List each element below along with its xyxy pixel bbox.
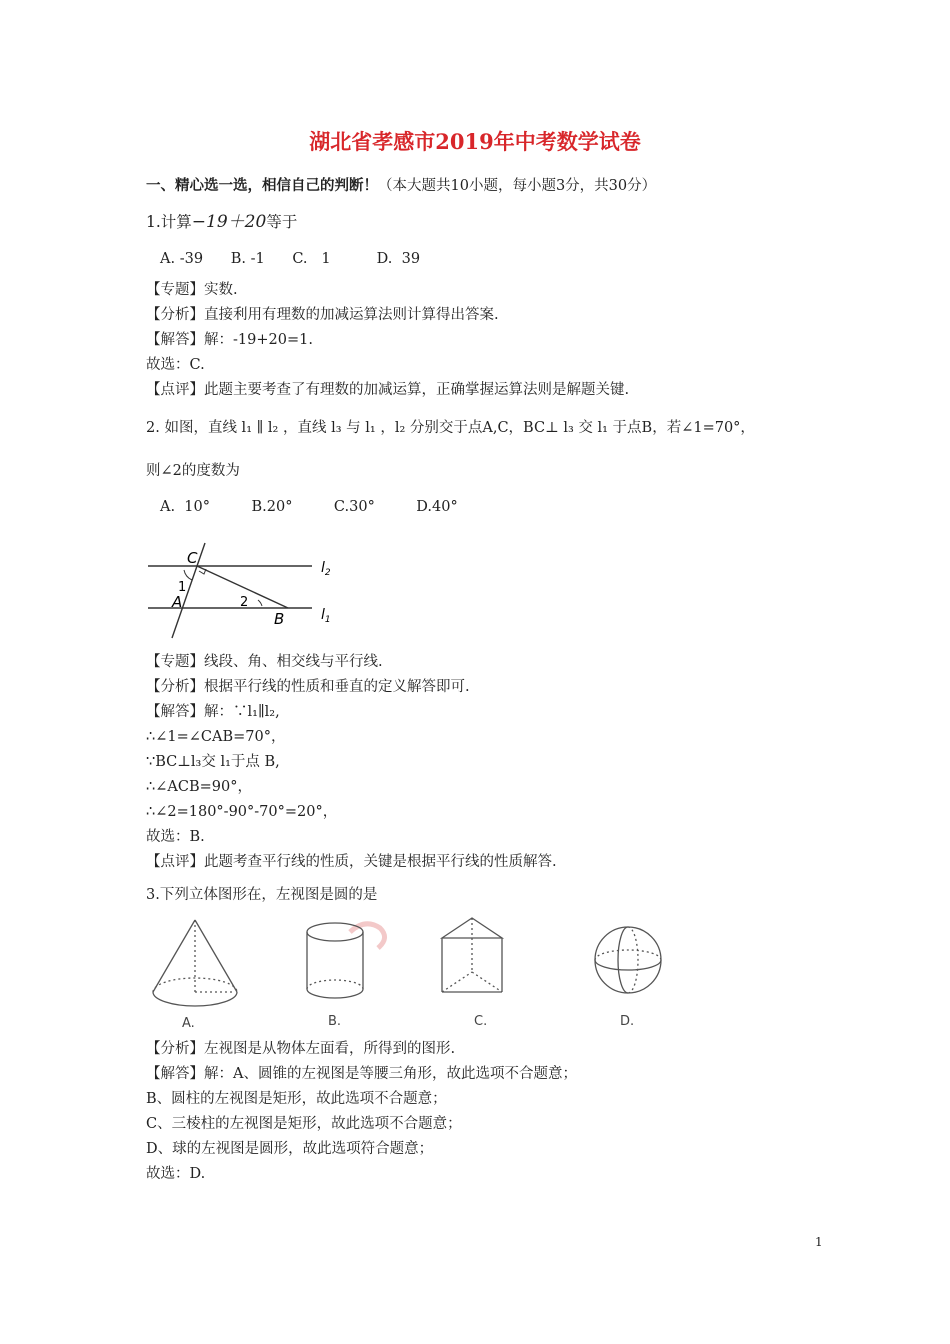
q1-jieda: 【解答】解：-19+20=1.	[146, 332, 313, 348]
page-title: 湖北省孝感市2019年中考数学试卷	[309, 129, 641, 154]
q1-fenxi: 【分析】直接利用有理数的加减运算法则计算得出答案.	[146, 307, 499, 323]
q1-guxuan: 故选：C.	[146, 357, 205, 373]
solids-figure	[140, 912, 680, 1034]
q3-option-b-reason: B、圆柱的左视图是矩形，故此选项不合题意；	[146, 1091, 447, 1107]
q1-stem	[146, 212, 297, 232]
label-1: 1	[178, 580, 187, 595]
option-c-label: C.	[474, 1014, 488, 1029]
label-l2: $l_2$	[321, 560, 331, 578]
page-number: 1	[815, 1235, 823, 1249]
option-a-label: A.	[182, 1016, 195, 1031]
parallel-lines-figure	[140, 540, 350, 650]
q1-zhuanti: 【专题】实数.	[146, 282, 238, 298]
q2-fenxi: 【分析】根据平行线的性质和垂直的定义解答即可.	[146, 679, 470, 695]
q2-dianping: 【点评】此题考查平行线的性质，关键是根据平行线的性质解答.	[146, 854, 557, 870]
q3-guxuan: 故选：D.	[146, 1166, 206, 1182]
q2-step1: ∴∠1=∠CAB=70°，	[146, 729, 286, 745]
q2-options: A. 10° B.20° C.30° D.40°	[160, 499, 458, 515]
q2-step2: ∵BC⊥l₃交 l₁于点 B,	[146, 754, 280, 770]
q1-prefix: 1.计算	[146, 213, 192, 231]
label-b: B	[274, 610, 285, 628]
cone-shape	[153, 920, 237, 1006]
label-a: A	[172, 593, 183, 611]
q1-dianping: 【点评】此题主要考查了有理数的加减运算，正确掌握运算法则是解题关键.	[146, 382, 630, 398]
angle-1-arc	[184, 570, 192, 580]
label-l1: $l_1$	[321, 607, 331, 625]
q1-suffix: 等于	[266, 213, 298, 231]
option-b-label: B.	[328, 1014, 342, 1029]
angle-2-arc	[258, 600, 262, 606]
q2-zhuanti: 【专题】线段、角、相交线与平行线.	[146, 654, 383, 670]
section-heading-row	[146, 176, 656, 196]
q2-stem: 2. 如图，直线 l₁ ∥ l₂ ，直线 l₃ 与 l₁ ，l₂ 分别交于点A,C，BC⊥ l₃ 交 l₁ 于点B，若∠1=70°，	[146, 420, 755, 436]
sphere-shape	[595, 927, 661, 993]
q3-option-d-reason: D、球的左视图是圆形，故此选项符合题意；	[146, 1141, 434, 1157]
section-note: （本大题共10小题，每小题3分，共30分）	[378, 178, 657, 194]
watermark-stroke	[350, 924, 385, 948]
cylinder-shape	[307, 923, 363, 998]
q1-options: A. -39 B. -1 C. 1 D. 39	[160, 251, 421, 267]
q2-guxuan: 故选：B.	[146, 829, 205, 845]
label-c: C	[187, 549, 198, 567]
q2-step4: ∴∠2=180°-90°-70°=20°，	[146, 804, 338, 820]
q2-step3: ∴∠ACB=90°，	[146, 779, 252, 795]
section-heading: 一、精心选一选，相信自己的判断！	[146, 177, 378, 194]
q3-option-c-reason: C、三棱柱的左视图是矩形，故此选项不合题意；	[146, 1116, 462, 1132]
q3-jieda: 【解答】解：A、圆锥的左视图是等腰三角形，故此选项不合题意；	[146, 1066, 577, 1082]
q2-jieda: 【解答】解：∵l₁∥l₂,	[146, 704, 280, 720]
label-2: 2	[240, 595, 249, 610]
q1-expression: −19＋20	[191, 212, 267, 232]
q3-stem: 3.下列立体图形在，左视图是圆的是	[146, 887, 378, 903]
option-d-label: D.	[620, 1014, 635, 1029]
q2-stem-cont: 则∠2的度数为	[146, 463, 240, 479]
q3-fenxi: 【分析】左视图是从物体左面看，所得到的图形.	[146, 1041, 456, 1057]
triangular-prism-shape	[442, 918, 502, 992]
